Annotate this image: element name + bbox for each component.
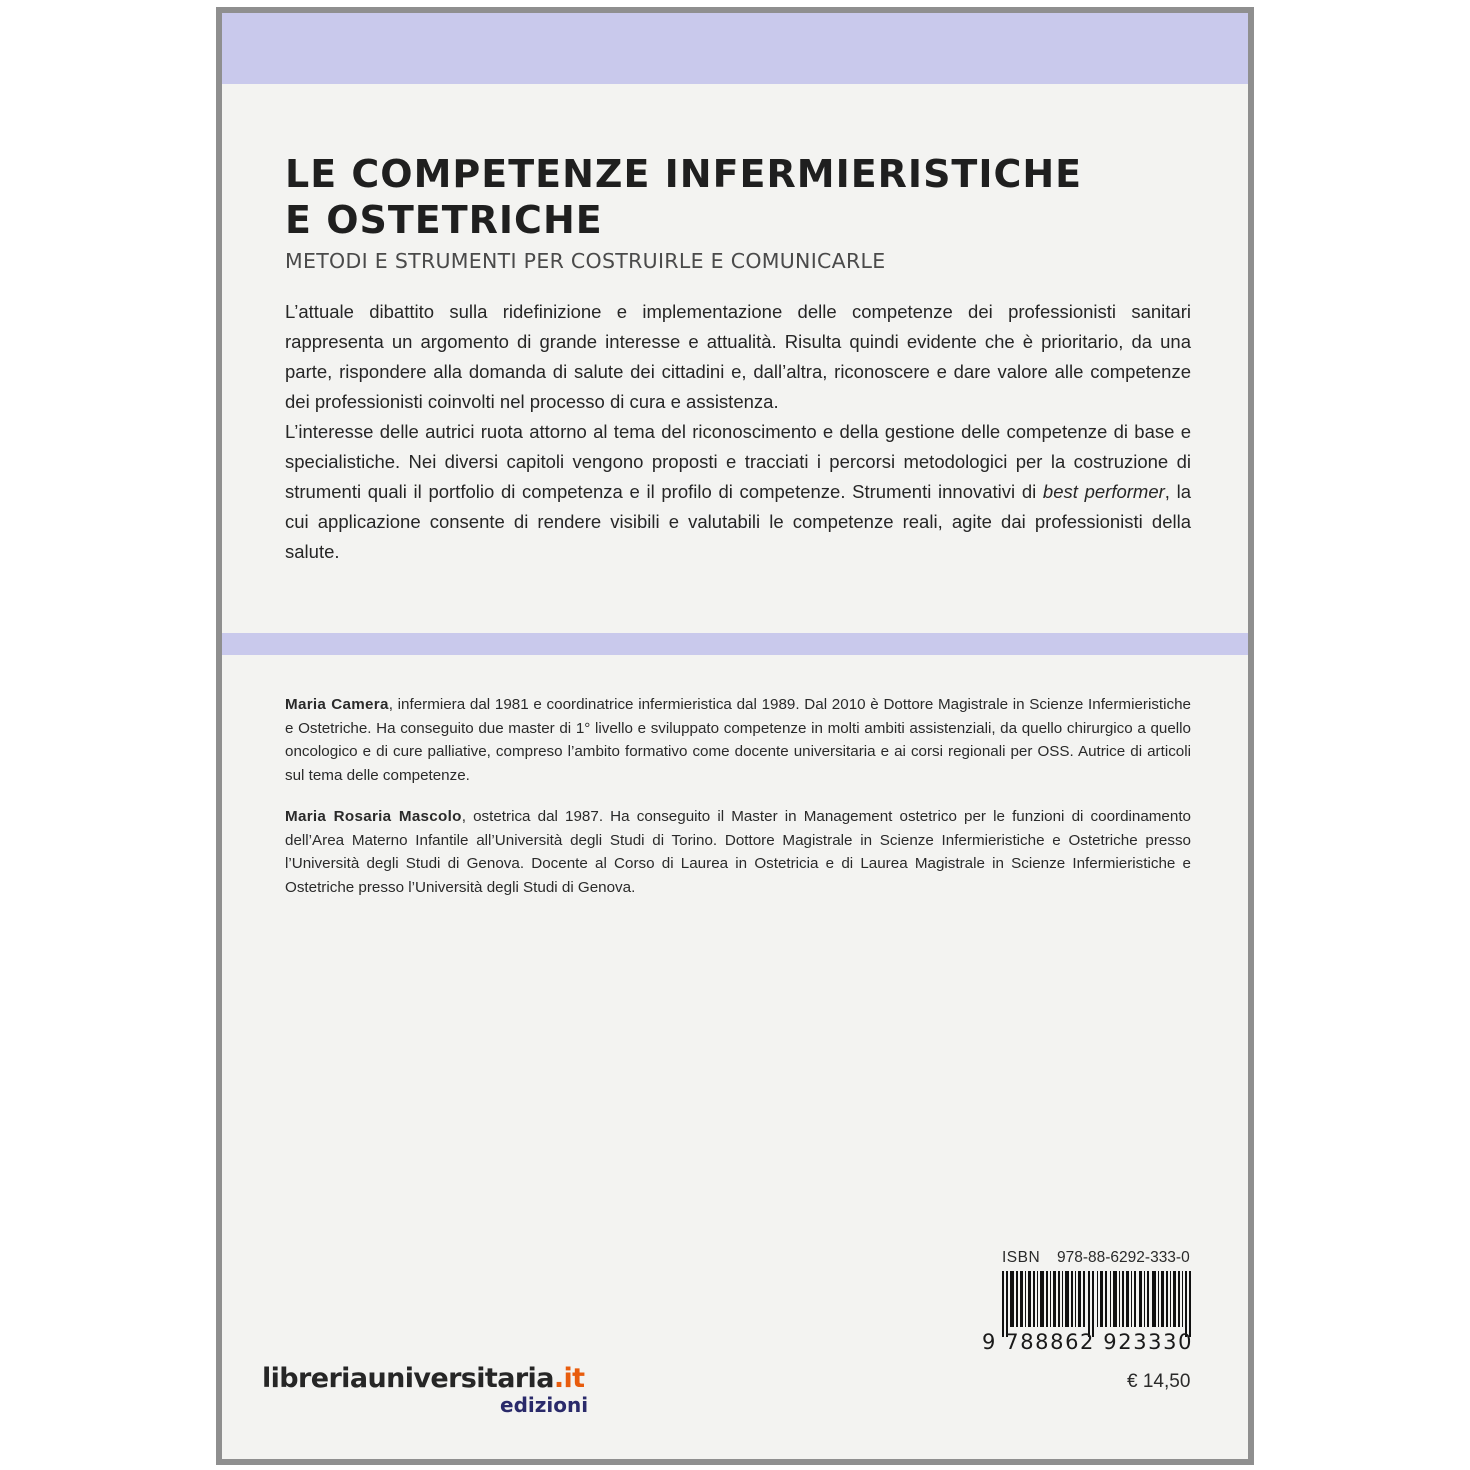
description-paragraph-1: L’attuale dibattito sulla ridefinizione e implementazione delle competenze dei professionisti sanitari rappresenta un argomento di grande interesse e attualità. Risulta quindi evidente che è prioritario, da una parte, rispondere alla domanda di salute dei cittadini e, dall’altra, riconoscere e dare valore alle competenze dei professionisti coinvolti nel processo di cura e assistenza. bbox=[285, 301, 1191, 412]
description-paragraph-2-start: L’interesse delle autrici ruota attorno al tema del riconoscimento e della gestione delle competenze di base e specialistiche. Nei diversi capitoli vengono proposti e tracciati i percorsi metodologici per la costruzione di strumenti quali il portfolio di competenza e il profilo di competenze. Strumenti innovativi di bbox=[285, 421, 1191, 502]
author-bio-text-1: , infermiera dal 1981 e coordinatrice infermieristica dal 1989. Dal 2010 è Dottore Magistrale in Scienze Infermieristiche e Ostetriche. Ha conseguito due master di 1° livello e sviluppato competenze in molti ambiti assistenziali, da quello chirurgico a quello oncologico e di cure palliative, compreso l’ambito formativo come docente universitaria e ai corsi regionali per OSS. Autrice di articoli sul tema delle competenze. bbox=[285, 696, 1192, 784]
publisher-imprint: edizioni bbox=[500, 1393, 589, 1417]
top-color-band bbox=[222, 13, 1248, 84]
price: € 14,50 bbox=[1127, 1371, 1191, 1392]
author-bio-text-2: , ostetrica dal 1987. Ha conseguito il Master in Management ostetrico per le funzioni di coordinamento dell’Area Materno Infantile all’Università degli Studi di Torino. Dottore Magistrale in Scienze Infermieristiche e Ostetriche presso l’Università degli Studi di Genova. Docente al Corso di Laurea in Ostetricia e di Laurea Magistrale in Scienze Infermieristiche e Ostetriche presso l’Università degli Studi di Genova. bbox=[285, 808, 1191, 896]
isbn-label: ISBN bbox=[1002, 1249, 1041, 1266]
book-back-cover bbox=[216, 7, 1254, 1465]
barcode-image bbox=[1002, 1271, 1194, 1337]
publisher-logo bbox=[262, 1363, 589, 1417]
publisher-name: libreriauniversitaria bbox=[262, 1363, 554, 1394]
isbn-number: 978-88-6292-333-0 bbox=[1057, 1249, 1190, 1266]
description-italic-term: best performer bbox=[1042, 481, 1165, 502]
book-title-line-2: E OSTETRICHE bbox=[285, 198, 603, 242]
description-paragraph-2 bbox=[285, 417, 1191, 567]
book-title-line-1: LE COMPETENZE INFERMIERISTICHE bbox=[285, 152, 1083, 196]
book-title bbox=[285, 151, 1185, 243]
author-bio-2 bbox=[285, 805, 1191, 899]
publisher-domain-suffix: .it bbox=[553, 1363, 585, 1394]
middle-color-band bbox=[222, 633, 1248, 655]
author-name-2: Maria Rosaria Mascolo bbox=[285, 808, 462, 825]
book-description bbox=[285, 297, 1191, 567]
author-name-1: Maria Camera bbox=[285, 696, 389, 713]
author-bio-1 bbox=[285, 693, 1191, 787]
book-subtitle: METODI E STRUMENTI PER COSTRUIRLE E COMUNICARLE bbox=[285, 249, 886, 273]
barcode-digits: 9 788862 923330 bbox=[982, 1330, 1194, 1354]
description-paragraph-2-end: , la cui applicazione consente di rendere visibili e valutabili le competenze reali, agite dai professionisti della salute. bbox=[285, 481, 1191, 562]
publisher-logo-wordmark bbox=[262, 1363, 584, 1394]
